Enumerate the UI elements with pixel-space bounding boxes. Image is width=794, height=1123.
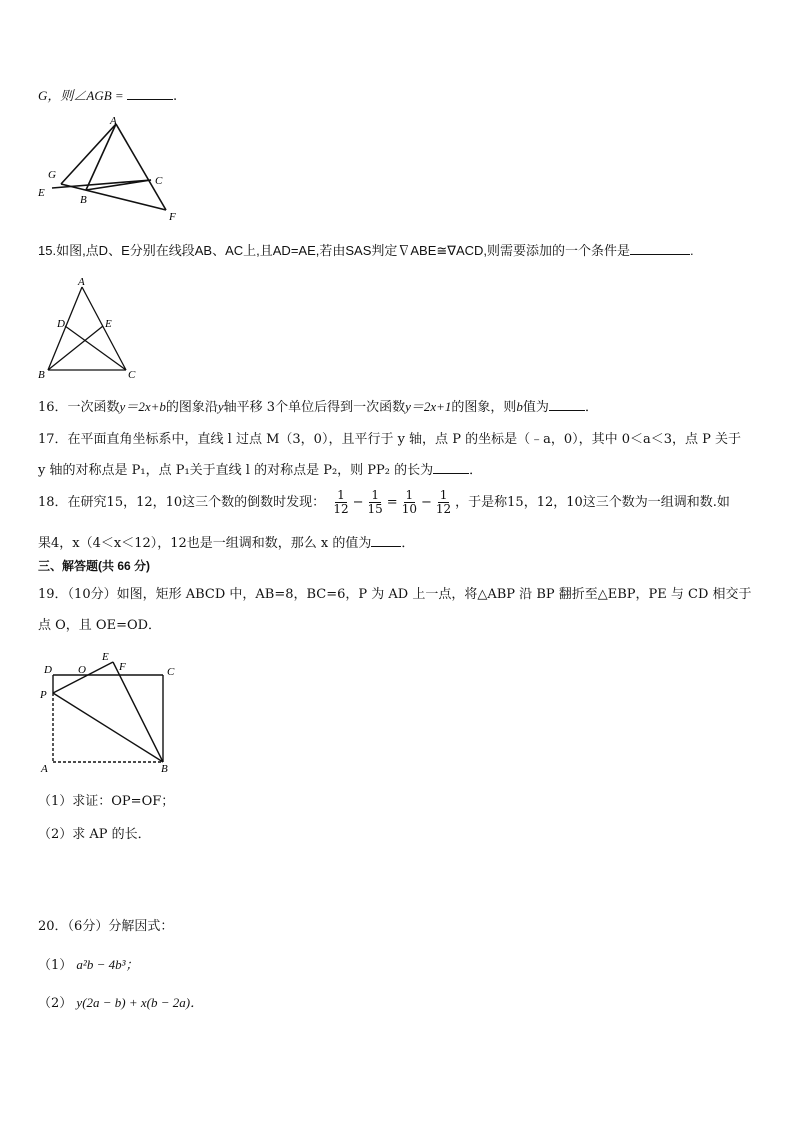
q18-line2-suffix: ． — [401, 536, 415, 551]
q18-frac-2: $\frac{1}{15}$ — [367, 488, 383, 516]
q16-text — [38, 396, 598, 415]
q14-label-A: A — [110, 115, 117, 127]
q18-frac-4: $\frac{1}{12}$ — [435, 488, 452, 516]
q20-sub2-label: （2） — [38, 996, 73, 1011]
q14-suffix: . — [172, 89, 178, 104]
q18-frac-3: $\frac{1}{10}$ — [401, 488, 417, 516]
q14-label-C: C — [155, 175, 163, 187]
q16-part5: 值为 — [522, 400, 549, 415]
q18-suffix: ，于是称15，12，10这三个数为一组调和数.如 — [455, 495, 730, 510]
q17-answer-blank[interactable] — [433, 461, 469, 474]
q14-answer-blank[interactable] — [127, 87, 173, 100]
q19-line1: 19．（10分）如图，矩形 ABCD 中，AB=8，BC=6，P 为 AD 上一点，将△ABP 沿 BP 翻折至△EBP，PE 与 CD 相交于 — [38, 587, 752, 602]
q16-part1: 16．一次函数 — [38, 400, 120, 415]
q19-sub2: （2）求 AP 的长． — [38, 827, 151, 842]
q20-sub1 — [38, 954, 139, 973]
q14-text — [38, 85, 177, 104]
q16-answer-blank[interactable] — [549, 398, 585, 411]
q19-label-B: B — [161, 763, 168, 775]
q19-line2: 点 O，且 OE=OD． — [38, 618, 162, 633]
q19-label-A: A — [41, 763, 48, 775]
q17-line2 — [38, 459, 482, 478]
q19-figure — [36, 648, 186, 778]
q17-line2-suffix: ． — [469, 463, 483, 478]
q14-label-E: E — [38, 187, 45, 199]
q14-figure — [36, 112, 186, 227]
q15-text — [38, 240, 694, 259]
q19-label-D: D — [44, 664, 52, 676]
q16-suffix: ． — [584, 400, 598, 415]
q16-part4: 的图象，则 — [451, 400, 517, 415]
q15-label-D: D — [57, 318, 65, 330]
q18-line2-prefix: 果4，x（4＜x＜12），12也是一组调和数，那么 x 的值为 — [38, 536, 372, 551]
q20-sub1-label: （1） — [38, 958, 73, 973]
q15-label-E: E — [105, 318, 112, 330]
q18-frac-1: $\frac{1}{12}$ — [333, 488, 349, 516]
q16-axis: y — [217, 399, 224, 414]
q15-label-C: C — [128, 369, 136, 381]
q16-part2: 的图象沿 — [165, 400, 218, 415]
q15-label-B: B — [38, 369, 45, 381]
q19-label-O: O — [78, 664, 86, 676]
q15-answer-blank[interactable] — [630, 242, 690, 255]
q20-sub2 — [38, 992, 203, 1011]
q15-figure — [34, 275, 144, 383]
q19-label-F: F — [119, 661, 126, 673]
q19-sub1: （1）求证：OP=OF； — [38, 794, 175, 809]
q15-label-A: A — [78, 276, 85, 288]
q17-line1: 17．在平面直角坐标系中，直线 l 过点 M（3，0），且平行于 y 轴，点 P 的坐标是（﹣a，0），其中 0＜a＜3，点 P 关于 — [38, 432, 742, 447]
q19-label-P: P — [40, 689, 47, 701]
q15-suffix: . — [690, 243, 694, 258]
q16-var: b — [516, 399, 523, 414]
q17-line2-prefix: y 轴的对称点是 P₁，点 P₁关于直线 l 的对称点是 P₂，则 PP₂ 的长为 — [38, 463, 434, 478]
q20-sub1-expression: a²b − 4b³； — [76, 957, 139, 972]
q16-function2: y＝2x+1 — [405, 399, 452, 414]
q19-label-C: C — [167, 666, 175, 678]
q14-label-F: F — [169, 211, 176, 223]
q15-question: 15.如图,点D、E分别在线段AB、AC上,且AD=AE,若由SAS判定∇ABE≅∇ACD,则需要添加的一个条件是 — [38, 243, 631, 258]
q18-line1: 18．在研究15，12，10这三个数的倒数时发现： $\frac{1}{12}$ − $\frac{1}{15}$ = $\frac{1}{10}$ − $\frac{1}{12}$ ，于是称15，12，10这三个数为一组调和数.如 — [38, 488, 730, 516]
q18-prefix: 18．在研究15，12，10这三个数的倒数时发现： — [38, 495, 326, 510]
q20-sub2-expression: y(2a − b) + x(b − 2a)． — [76, 995, 204, 1010]
q18-answer-blank[interactable] — [371, 534, 401, 547]
q18-line2 — [38, 532, 414, 551]
q20-title: 20．（6分）分解因式： — [38, 919, 174, 934]
section-heading: 三、解答题(共 66 分) — [38, 559, 151, 573]
q14-label-G: G — [48, 169, 56, 181]
q16-part3: 轴平移 3个单位后得到一次函数 — [223, 400, 406, 415]
q16-function1: y＝2x+b — [119, 399, 166, 414]
q19-label-E: E — [102, 651, 109, 663]
q14-prefix: G，则∠AGB = — [38, 88, 127, 103]
q14-label-B: B — [80, 194, 87, 206]
